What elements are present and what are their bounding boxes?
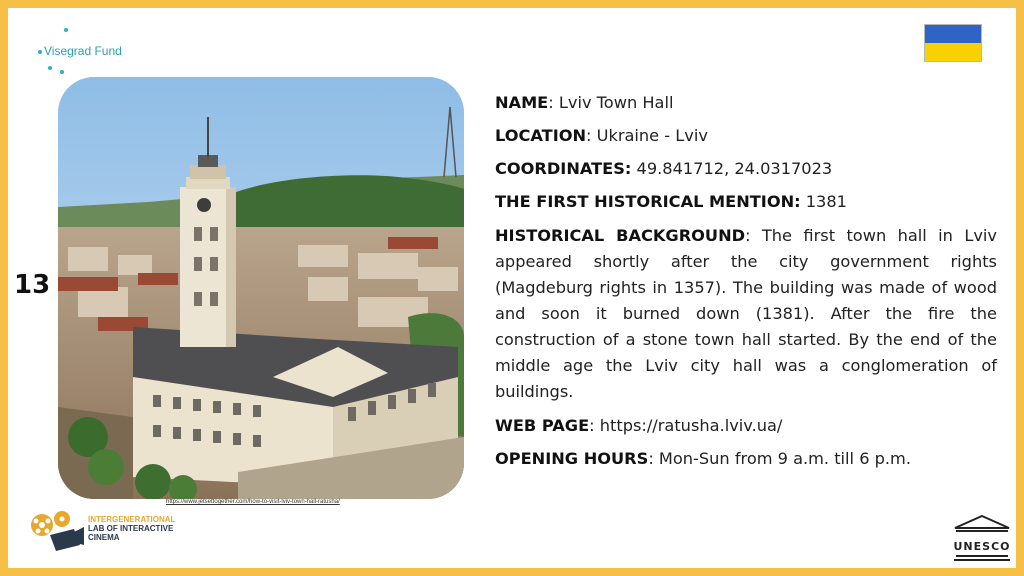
historical-background-label: HISTORICAL BACKGROUND bbox=[495, 226, 746, 245]
location-label: LOCATION bbox=[495, 126, 587, 145]
coordinates-label: COORDINATES: bbox=[495, 159, 632, 178]
lab-name bbox=[88, 515, 175, 542]
coordinates-value: 49.841712, 24.0317023 bbox=[631, 159, 833, 178]
first-mention-label: THE FIRST HISTORICAL MENTION: bbox=[495, 192, 801, 211]
visegrad-fund-logo bbox=[32, 20, 152, 80]
photo-credit-link[interactable]: https://www.jetsettogether.com/how-to-visit-lviv-town-hall-ratusha/ bbox=[166, 499, 340, 505]
slide-number: 13 bbox=[14, 270, 51, 300]
ukraine-flag-icon bbox=[924, 24, 982, 62]
town-hall-photo bbox=[58, 77, 464, 499]
unesco-temple-icon bbox=[953, 514, 1011, 562]
historical-background-text: : The first town hall in Lviv appeared shortly after the city government rights (Magdeburg rights in 1357). The building was made of wood and soon it burned down (1381). After the fire the construction of a stone town hall started. By the end of the middle age the Lviv city hall was a conglomeration of buildings. bbox=[495, 226, 997, 401]
historical-background-row bbox=[495, 223, 997, 405]
opening-hours-row bbox=[495, 447, 997, 471]
logo-dot bbox=[38, 50, 42, 54]
first-mention-value: 1381 bbox=[800, 192, 847, 211]
first-mention-row bbox=[495, 190, 997, 214]
web-page-link[interactable]: : https://ratusha.lviv.ua/ bbox=[589, 416, 783, 435]
logo-dot bbox=[60, 70, 64, 74]
opening-hours-value: : Mon-Sun from 9 a.m. till 6 p.m. bbox=[648, 449, 911, 468]
film-reel-icon bbox=[26, 505, 86, 555]
lab-line-2: LAB OF INTERACTIVE bbox=[88, 524, 174, 533]
location-row bbox=[495, 124, 997, 148]
unesco-label: UNESCO bbox=[953, 540, 1011, 553]
lab-line-1: INTERGENERATIONAL bbox=[88, 515, 176, 524]
opening-hours-label: OPENING HOURS bbox=[495, 449, 649, 468]
name-value: : Lviv Town Hall bbox=[548, 93, 674, 112]
visegrad-fund-label: Visegrad Fund bbox=[44, 44, 122, 58]
unesco-logo bbox=[953, 514, 1011, 562]
info-panel bbox=[495, 91, 997, 480]
intergenerational-lab-logo bbox=[26, 505, 196, 555]
logo-dot bbox=[48, 66, 52, 70]
web-page-row bbox=[495, 414, 997, 438]
location-value: : Ukraine - Lviv bbox=[586, 126, 708, 145]
name-row bbox=[495, 91, 997, 115]
lab-line-3: CINEMA bbox=[88, 533, 120, 542]
slide bbox=[8, 8, 1016, 568]
logo-dot bbox=[64, 28, 68, 32]
name-label: NAME bbox=[495, 93, 549, 112]
coordinates-row bbox=[495, 157, 997, 181]
web-page-label: WEB PAGE bbox=[495, 416, 590, 435]
